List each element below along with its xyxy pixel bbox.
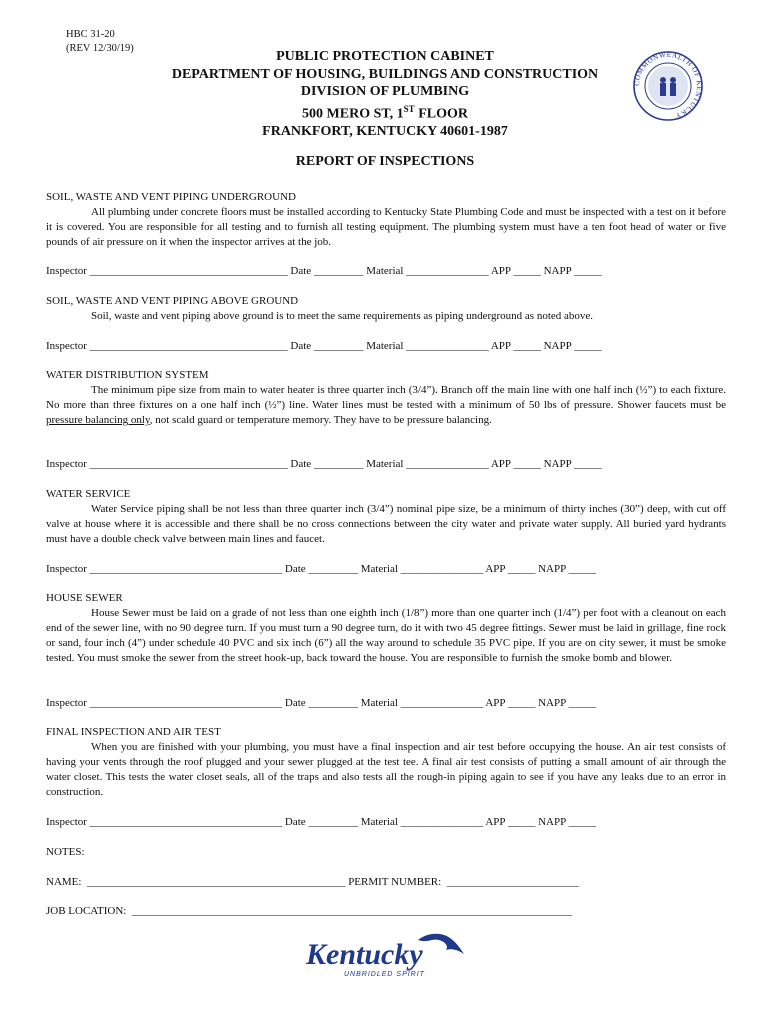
section-water-distribution (46, 368, 726, 428)
section-body (46, 383, 726, 428)
section-water-service (46, 487, 726, 547)
section-title: HOUSE SEWER (46, 592, 123, 604)
job-location-line[interactable]: JOB LOCATION: ________________________________________________________________________________ (46, 905, 572, 917)
section-title: FINAL INSPECTION AND AIR TEST (46, 726, 221, 738)
cabinet-name: PUBLIC PROTECTION CABINET (276, 49, 494, 64)
form-revision: (REV 12/30/19) (66, 43, 134, 54)
section-title: WATER DISTRIBUTION SYSTEM (46, 369, 209, 381)
agency-header (130, 48, 640, 140)
inspector-line[interactable]: Inspector ____________________________________ Date _________ Material _______________ APP _____ NAPP _____ (46, 340, 602, 352)
division-name: DIVISION OF PLUMBING (300, 84, 470, 99)
notes-label: NOTES: (46, 846, 85, 858)
section-body-start: The minimum pipe size from main to water heater is three quarter inch (3/4”). Branch off the main line with one half inch (½”) to each fixture. No more than three fixtures on a one half inch (½”) line. Water lines must be tested with a minimum of 50 lbs of pressure. Shower faucets must be (46, 384, 726, 411)
logo-word: Kentucky (306, 938, 423, 971)
section-title: WATER SERVICE (46, 488, 131, 500)
section-body: House Sewer must be laid on a grade of not less than one eighth inch (1/8”) more than one quarter inch (1/4”) per foot with a cleanout on each end of the sewer line, with no 90 degree turn. If you must turn a 90 degree turn, do it with two 45 degree fittings. Sewer must be laid in grillage, fine rock or sand, four inch (4”) under schedule 40 PVC and six inch (6”) all the way around to schedule 35 PVC pipe. If you are on city sewer, it must be smoke tested. You must smoke the sewer from the street hook-up, back toward the house. You are responsible to furnish the smoke bomb and blower. (46, 607, 726, 664)
inspector-line[interactable]: Inspector ____________________________________ Date _________ Material _______________ APP _____ NAPP _____ (46, 458, 602, 470)
street-address (130, 101, 640, 123)
department-name: DEPARTMENT OF HOUSING, BUILDINGS AND CONSTRUCTION (171, 66, 599, 82)
inspector-line[interactable]: Inspector ___________________________________ Date _________ Material _______________ APP _____ NAPP _____ (46, 697, 597, 709)
section-body: Water Service piping shall be not less than three quarter inch (3/4”) nominal pipe size, be a minimum of thirty inches (30”) deep, with cut off valve at house where it is accessible and there shall be no cross connections between the city water and private water supply. All buried yard hydrants must have a double check valve between main lines and faucet. (46, 503, 726, 545)
form-code: HBC 31-20 (66, 29, 115, 40)
street-address-main: 500 MERO ST, 1 (302, 106, 404, 122)
report-title: REPORT OF INSPECTIONS (295, 154, 475, 169)
section-house-sewer (46, 591, 726, 666)
kentucky-logo (300, 930, 470, 980)
inspector-line[interactable]: Inspector ___________________________________ Date _________ Material _______________ APP _____ NAPP _____ (46, 816, 597, 828)
state-seal-icon (632, 50, 704, 122)
underlined-requirement: pressure balancing only (46, 414, 150, 426)
street-address-sup: ST (403, 103, 415, 114)
section-body: Soil, waste and vent piping above ground is to meet the same requirements as piping underground as noted above. (91, 310, 594, 322)
section-final-inspection (46, 725, 726, 800)
section-body: All plumbing under concrete floors must be installed according to Kentucky State Plumbing Code and must be inspected with a test on it before it is covered. You are responsible for all testing and to furnish all testing equipment. The plumbing system must have a ten foot head of water or five pounds of air pressure on it when the inspector arrives at the job. (46, 206, 726, 248)
section-body-end: , not scald guard or temperature memory. They have to be pressure balancing. (149, 414, 492, 426)
section-title: SOIL, WASTE AND VENT PIPING ABOVE GROUND (46, 295, 299, 307)
seal-text: COMMONWEALTH OF KENTUCKY (632, 50, 704, 121)
street-address-floor: FLOOR (414, 106, 468, 122)
inspector-line[interactable]: Inspector ____________________________________ Date _________ Material _______________ APP _____ NAPP _____ (46, 265, 602, 277)
horse-head-icon (418, 934, 464, 954)
logo-tagline: UNBRIDLED SPIRIT (344, 971, 425, 978)
section-soil-underground (46, 190, 726, 250)
section-title: SOIL, WASTE AND VENT PIPING UNDERGROUND (46, 191, 296, 203)
inspector-line[interactable]: Inspector ___________________________________ Date _________ Material _______________ APP _____ NAPP _____ (46, 563, 597, 575)
section-body: When you are finished with your plumbing, you must have a final inspection and air test before occupying the house. An air test consists of having your vents through the roof plugged and your sewer plugged at the test tee. A final air test consists of putting a small amount of air through the water closet. This tests the water closet seals, all of the traps and also tests all the rough-in piping again to see if you have any leaks due to an error in construction. (46, 741, 726, 798)
section-soil-above-ground (46, 294, 726, 324)
name-permit-line[interactable]: NAME: _______________________________________________ PERMIT NUMBER: ________________________ (46, 876, 579, 888)
city-state-zip: FRANKFORT, KENTUCKY 40601-1987 (262, 123, 508, 139)
form-id (66, 28, 134, 56)
